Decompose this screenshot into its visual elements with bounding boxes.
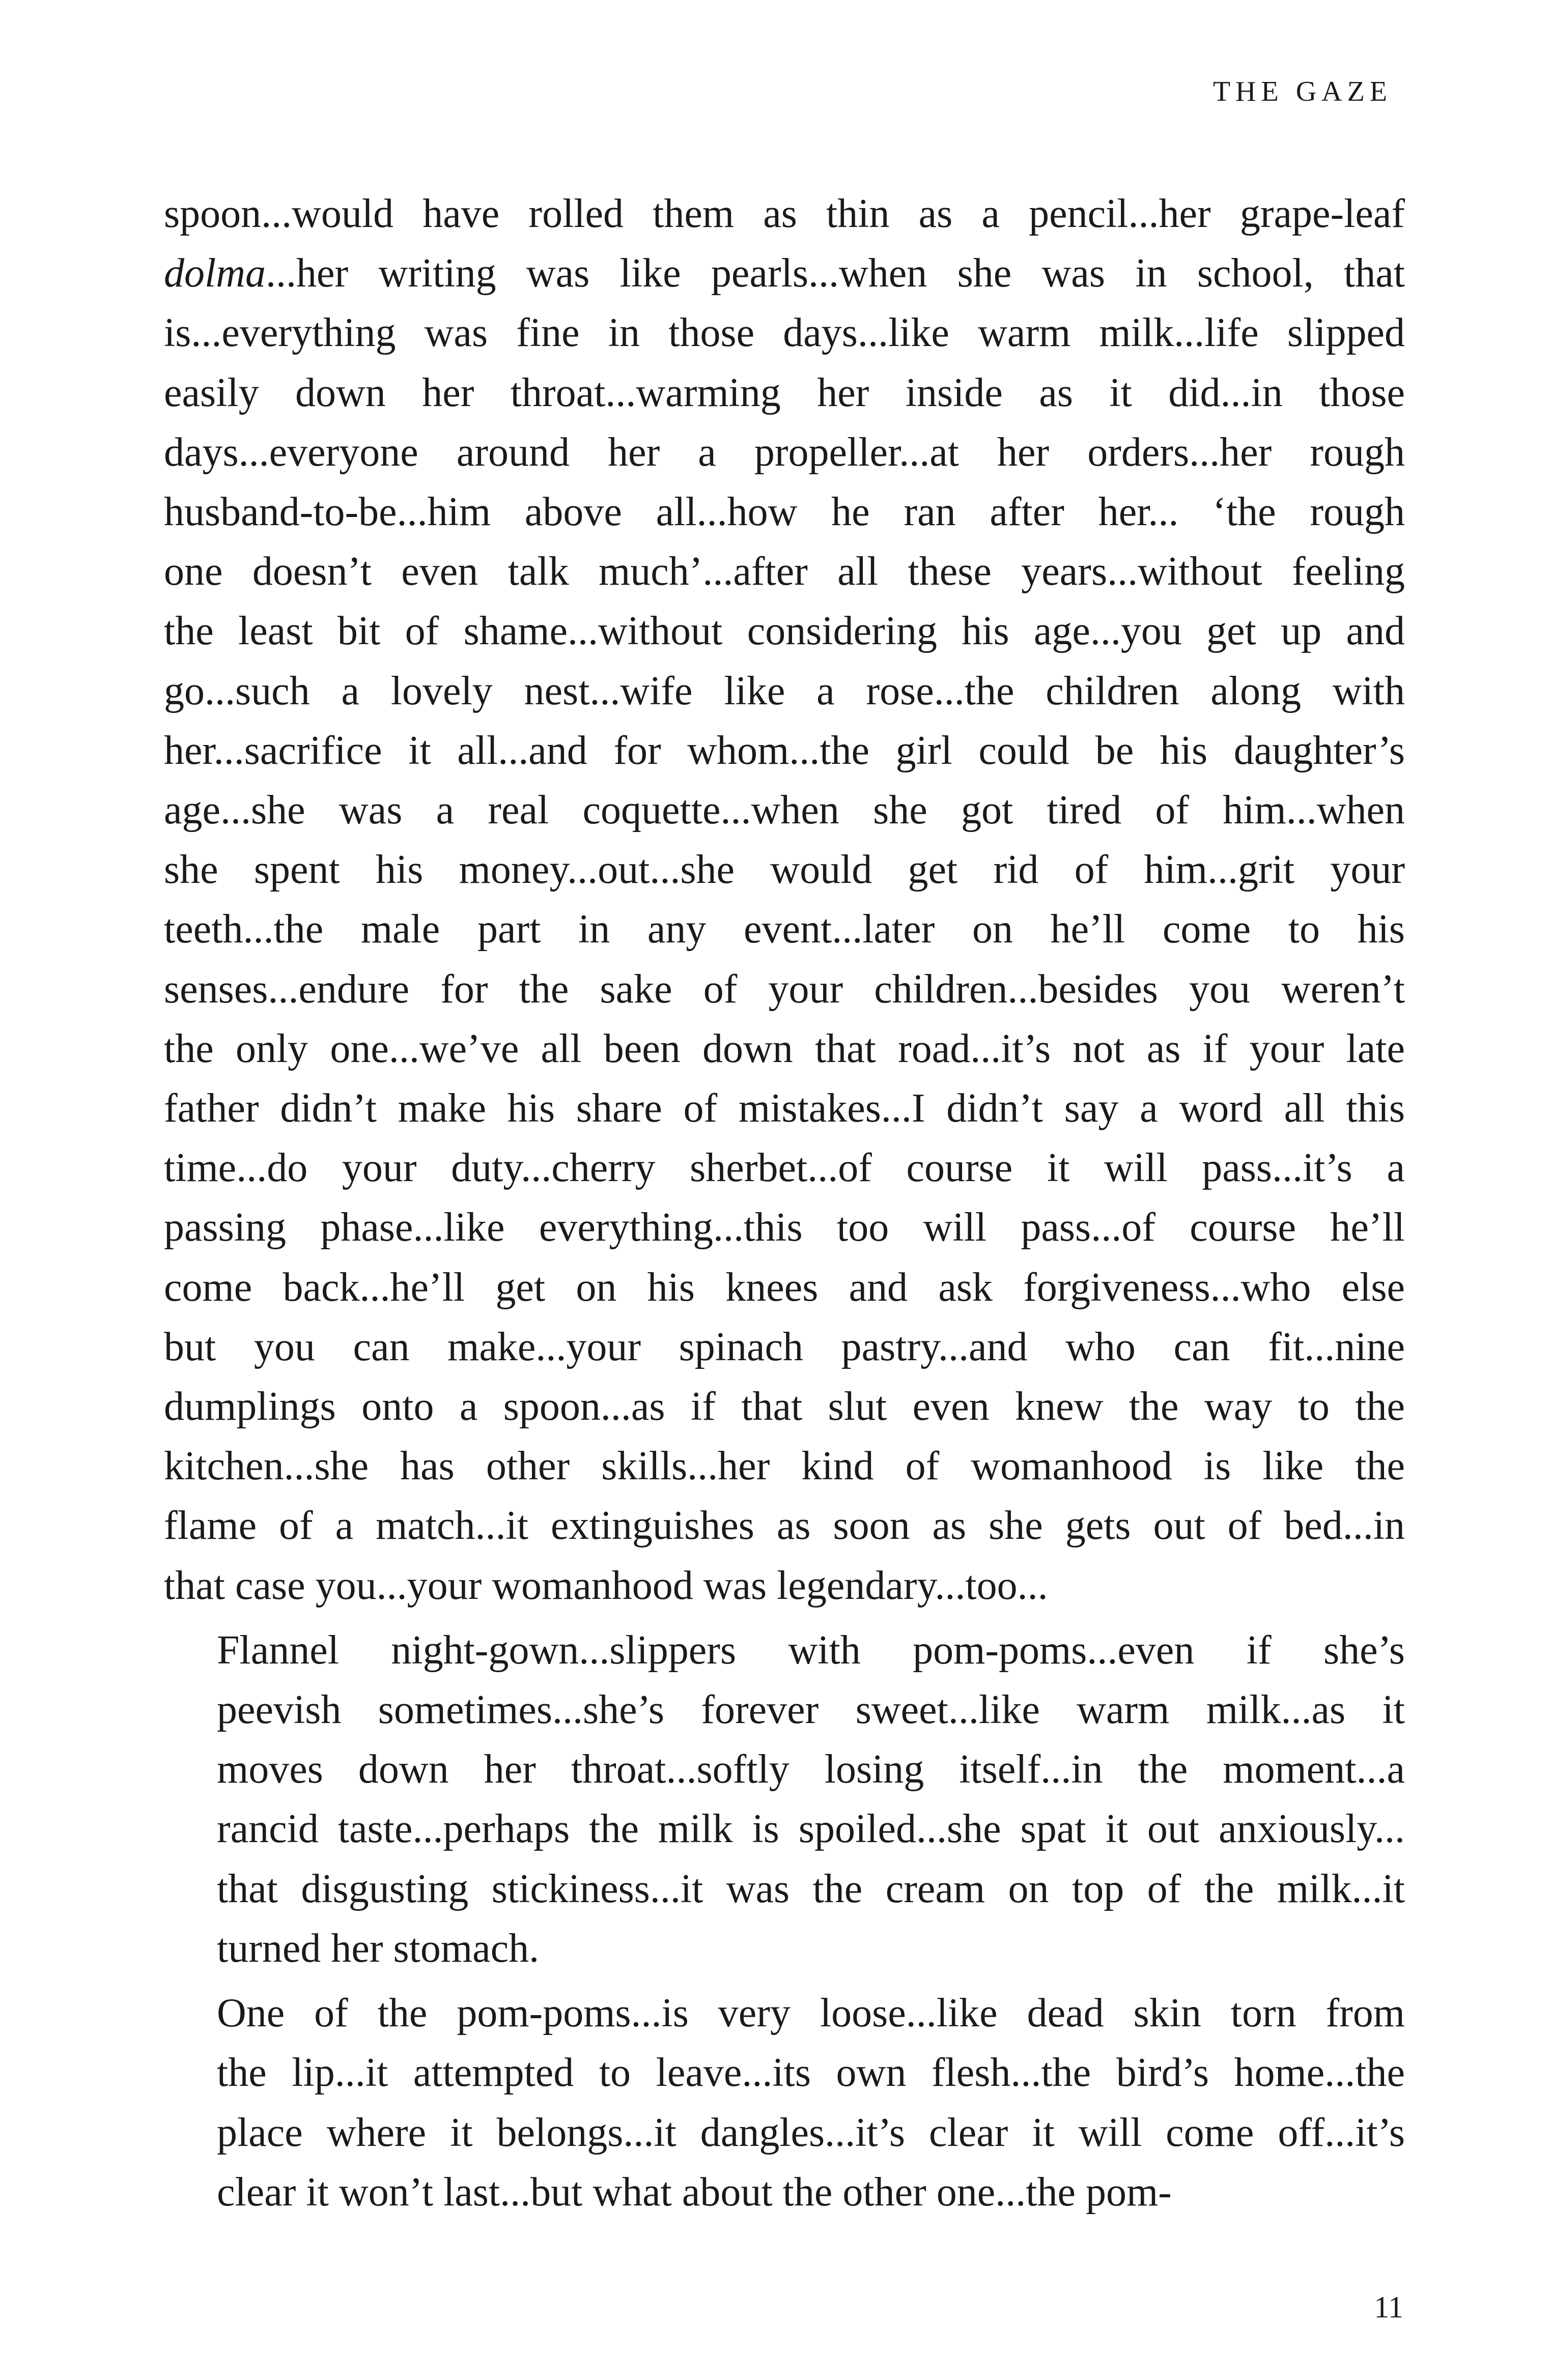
text-line: time...do your duty...cherry sherbet...of course it will pass...it’s a <box>164 1145 1405 1191</box>
text-line: the only one...we’ve all been down that road...it’s not as if your late <box>164 1026 1405 1071</box>
text-line: dumplings onto a spoon...as if that slut even knew the way to the <box>164 1384 1405 1429</box>
text-line: days...everyone around her a propeller...at her orders...her rough <box>164 429 1405 475</box>
text-line: dolma...her writing was like pearls...when she was in school, that <box>164 251 1405 296</box>
text-line: go...such a lovely nest...wife like a rose...the children along with <box>164 668 1405 713</box>
text-line: rancid taste...perhaps the milk is spoiled...she spat it out anxiously... <box>217 1806 1405 1852</box>
page-number: 11 <box>1374 2290 1403 2324</box>
text-line: moves down her throat...softly losing itself...in the moment...a <box>217 1747 1405 1792</box>
text-line: one doesn’t even talk much’...after all these years...without feeling <box>164 549 1405 594</box>
text-line: flame of a match...it extinguishes as soon as she gets out of bed...in <box>164 1503 1405 1549</box>
text-line: age...she was a real coquette...when she got tired of him...when <box>164 788 1405 833</box>
text-line: but you can make...your spinach pastry...and who can fit...nine <box>164 1324 1405 1369</box>
body-text <box>164 184 1405 2222</box>
text-line: place where it belongs...it dangles...it’s clear it will come off...it’s <box>217 2110 1405 2155</box>
paragraph <box>164 1621 1405 1978</box>
text-line: come back...he’ll get on his knees and ask forgiveness...who else <box>164 1265 1405 1310</box>
text-line: that case you...your womanhood was legendary...too... <box>164 1563 1048 1608</box>
paragraph <box>164 184 1405 1616</box>
text-line: husband-to-be...him above all...how he ran after her... ‘the rough <box>164 490 1405 535</box>
text-line: that disgusting stickiness...it was the cream on top of the milk...it <box>217 1866 1405 1911</box>
italic-word: dolma <box>164 251 266 296</box>
text-line: the least bit of shame...without considering his age...you get up and <box>164 609 1405 654</box>
text-line: kitchen...she has other skills...her kind of womanhood is like the <box>164 1444 1405 1489</box>
text-line: her...sacrifice it all...and for whom...the girl could be his daughter’s <box>164 728 1405 773</box>
text-line: she spent his money...out...she would get rid of him...grit your <box>164 847 1405 893</box>
text-line: spoon...would have rolled them as thin as a pencil...her grape-leaf <box>164 191 1405 236</box>
text-line: clear it won’t last...but what about the other one...the pom- <box>217 2169 1172 2215</box>
text-line: teeth...the male part in any event...later on he’ll come to his <box>164 907 1405 952</box>
text-line: senses...endure for the sake of your children...besides you weren’t <box>164 966 1405 1012</box>
text-line: is...everything was fine in those days...like warm milk...life slipped <box>164 310 1405 356</box>
text-line: easily down her throat...warming her inside as it did...in those <box>164 370 1405 415</box>
text-line: One of the pom-poms...is very loose...like dead skin torn from <box>217 1991 1405 2036</box>
text-line: passing phase...like everything...this too will pass...of course he’ll <box>164 1205 1405 1250</box>
text-line: father didn’t make his share of mistakes...I didn’t say a word all this <box>164 1086 1405 1131</box>
running-header: THE GAZE <box>1212 76 1392 107</box>
text-line: peevish sometimes...she’s forever sweet...like warm milk...as it <box>217 1687 1405 1733</box>
text-line: the lip...it attempted to leave...its own flesh...the bird’s home...the <box>217 2050 1405 2096</box>
text-line: turned her stomach. <box>217 1926 540 1971</box>
text-line: Flannel night-gown...slippers with pom-poms...even if she’s <box>217 1627 1405 1673</box>
paragraph <box>164 1984 1405 2222</box>
